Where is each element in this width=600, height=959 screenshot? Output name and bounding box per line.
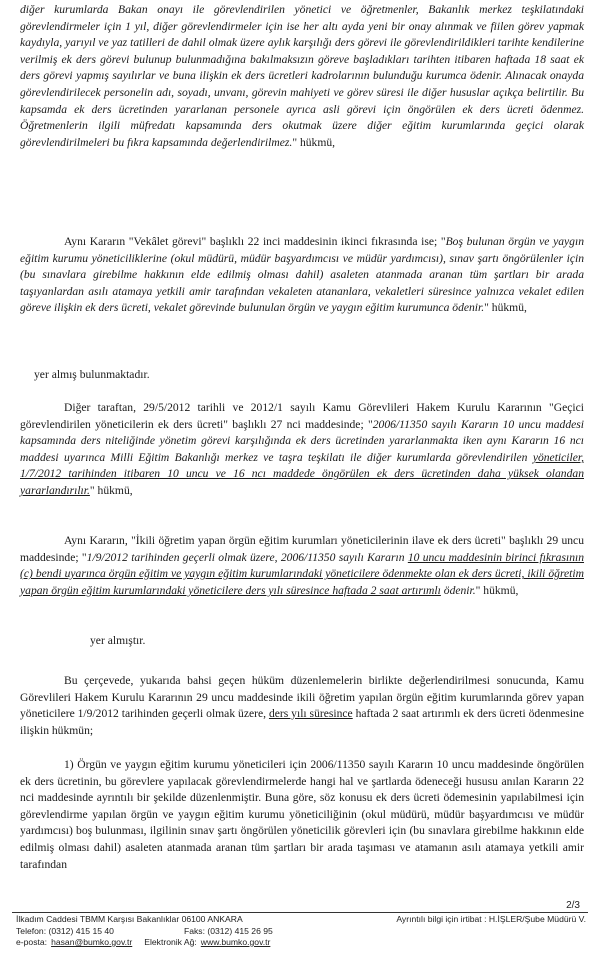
paragraph-item-1 [20,757,584,873]
paragraph-intro: Aynı Kararın, "İkili öğretim yapan örgün eğitim kurumları yöneticilerinin ilave ek ders ücreti" başlıklı 29 uncu maddesinde; " [20,534,584,564]
footer-fax: Faks: (0312) 415 26 95 [183,925,273,936]
footer-web-link[interactable]: www.bumko.gov.tr [200,937,271,947]
footer-web-label: Elektronik Ağ: [144,937,197,947]
footer-row-3 [16,937,586,949]
footer [16,914,586,949]
underlined-text: ders yılı süresince [268,707,353,721]
paragraph-continued-quote [20,2,584,151]
paragraph-intro: Aynı Kararın "Vekâlet görevi" başlıklı 22 inci maddesinin ikinci fıkrasında ise; " [64,235,446,248]
underlined-quoted-text: 10 uncu maddesinin birinci fıkrasının (c) bendi uyarınca örgün eğitim ve yaygın eğitim kurumlarındaki yöneticilere ödenmekte olan ek ders ücreti, ikili öğretim yapan örgün eğitim kurumlarındaki yöneticilere ders yılı süresince haftada 2 saat artırımlı [20,550,585,597]
footer-row-1 [16,914,586,926]
quote-closing: " hükmü, [484,301,527,315]
page-number: 2/3 [566,900,580,911]
quoted-text-end: ödenir. [440,583,476,597]
paragraph-text-end: haftada 2 saat artırımlı ek ders ücreti ödenmesine ilişkin hükmün; [20,707,584,737]
footer-contact-info: Ayrıntılı bilgi için irtibat : H.İŞLER/Şube Müdürü V. [396,914,586,924]
quoted-text: Boş bulunan örgün ve yaygın eğitim kurumu yöneticiliklerine (okul müdürü, müdür başyardımcısı ve müdür yardımcısı), sınav şartı öngörülenler için (bu sınavlara girebilme hakkının elde edilmiş olması dahil) asaleten atanmada aranan tüm şartları bir arada taşıyanlardan asılı atamaya yetkili amir tarafından vekaleten atananlara, vekaletleri süresince yalnızca vekalet edilen göreve ilişkin ek ders ücreti, vekalet görevinde bulunulan örgün ve yaygın eğitim kurumunca ödenir. [20,235,584,315]
footer-phone: Telefon: (0312) 415 15 40 [16,925,114,936]
quote-closing: " hükmü, [89,483,133,497]
item-text: 1) Örgün ve yaygın eğitim kurumu yöneticileri için 2006/11350 sayılı Kararın 10 uncu maddesinde öngörülen ek ders ücretinin, bu görevlere yapılacak görevlendirmelerde hangi hal ve şartlarda ödeneceği hususu anılan Kararın 22 nci maddesinde ayrıntılı bir şekilde düzenlenmiştir. Buna göre, söz konusu ek ders ücreti ödemesinin yapılabilmesi için görevlendirme yapılan örgün ve yaygın eğitim kurumu yöneticiliğinin (okul müdürü, müdür başyardımcısı ve müdür yardımcısı) boş bulunması, ilgilinin sınav şartı öngörülen yöneticilik görevleri için (bu sınavlara girebilme hakkının elde edilmiş olması dahil) asaleten atanmada aranan tüm şartları bir arada taşıması ve atamanın asılı atamaya yetkili amir tarafından [20,758,584,871]
footer-email-link[interactable]: hasan@bumko.gov.tr [51,937,133,947]
paragraph-statement-2 [20,633,584,650]
statement-text: yer almış bulunmaktadır. [34,368,150,381]
underlined-quoted-text: yöneticiler, 1/7/2012 tarihinden itibaren 10 uncu ve 16 ncı maddede öngörülen ek ders ücretinden daha yüksek olandan yararlandırılır. [20,450,584,497]
statement-text: yer almıştır. [90,634,146,647]
quoted-text: diğer kurumlarda Bakan onayı ile görevlendirilen yönetici ve öğretmenler, Bakanlık merkez teşkilatındaki görevlendirmeler için 1 yıl, diğer görevlendirmeler için ise her altı ayda yeni bir onay alınmak ve fiilen görev yapmak kaydıyla, yarıyıl ve yaz tatilleri de dahil olmak üzere aylık karşılığı ders görevi ile görevlendirildikleri tarihte kendilerine verilmiş ek ders görevi bulunup bulunmadığına bakılmaksızın göreve başladıkları tarihten itibaren haftada 18 saat ek ders görevi yapmış sayılırlar ve buna ilişkin ek ders ücretleri kadrolarının bulunduğu kurumca ödenir. Alınacak onayda görevlendirilecek personelin adı, soyadı, unvanı, görevin mahiyeti ve görev süresi ile diğer hususlar açıkça belirtilir. Bu kapsamda ek ders ücretinden yararlanan personele ayrıca asli görevi için öngörülen ek ders ücreti ödenmez. Öğretmenlerin ilgili müfredatı kapsamında ders okutmak üzere diğer eğitim kurumlarında geçici olarak görevlendirilmeleri bu fıkra kapsamında değerlendirilmez. [20,3,584,149]
paragraph-text: Bu çerçevede, yukarıda bahsi geçen hüküm düzenlemelerin birlikte değerlendirilmesi sonucunda, Kamu Görevlileri Hakem Kurulu Kararının 29 uncu maddesinde ikili öğretim yapılan örgün eğitim kurumlarında görev yapan yöneticilere 1/9/2012 tarihinden geçerli olmak üzere, [20,674,584,721]
quoted-text: 2006/11350 sayılı Kararın 10 uncu maddesi kapsamında ders niteliğinde yönetim görevi karşılığında ek ders ücretinden yararlanmakta iken aynı Kararın 16 ncı maddesi uyarınca Milli Eğitim Bakanlığı merkez ve taşra teşkilatı ile diğer kurumlarda görevlendirilen [20,417,584,464]
footer-divider [12,912,588,913]
quote-closing: " hükmü, [292,135,336,149]
paragraph-hakem-27 [20,400,584,500]
footer-address: İlkadım Caddesi TBMM Karşısı Bakanlıklar 06100 ANKARA [16,914,243,924]
paragraph-statement [20,367,584,384]
quote-closing: " hükmü, [475,583,519,597]
paragraph-vekalet [20,234,584,317]
paragraph-hakem-29 [20,533,584,599]
quoted-text: 1/9/2012 tarihinden geçerli olmak üzere, 2006/11350 sayılı Kararın [86,550,408,564]
paragraph-conclusion [20,673,584,739]
paragraph-intro: Diğer taraftan, 29/5/2012 tarihli ve 2012/1 sayılı Kamu Görevlileri Hakem Kurulu Kararının "Geçici görevlendirilen yöneticilerin ek ders ücreti" başlıklı 27 nci maddesinde; " [20,401,584,431]
footer-email-label: e-posta: [16,937,48,947]
footer-row-2 [16,926,586,938]
